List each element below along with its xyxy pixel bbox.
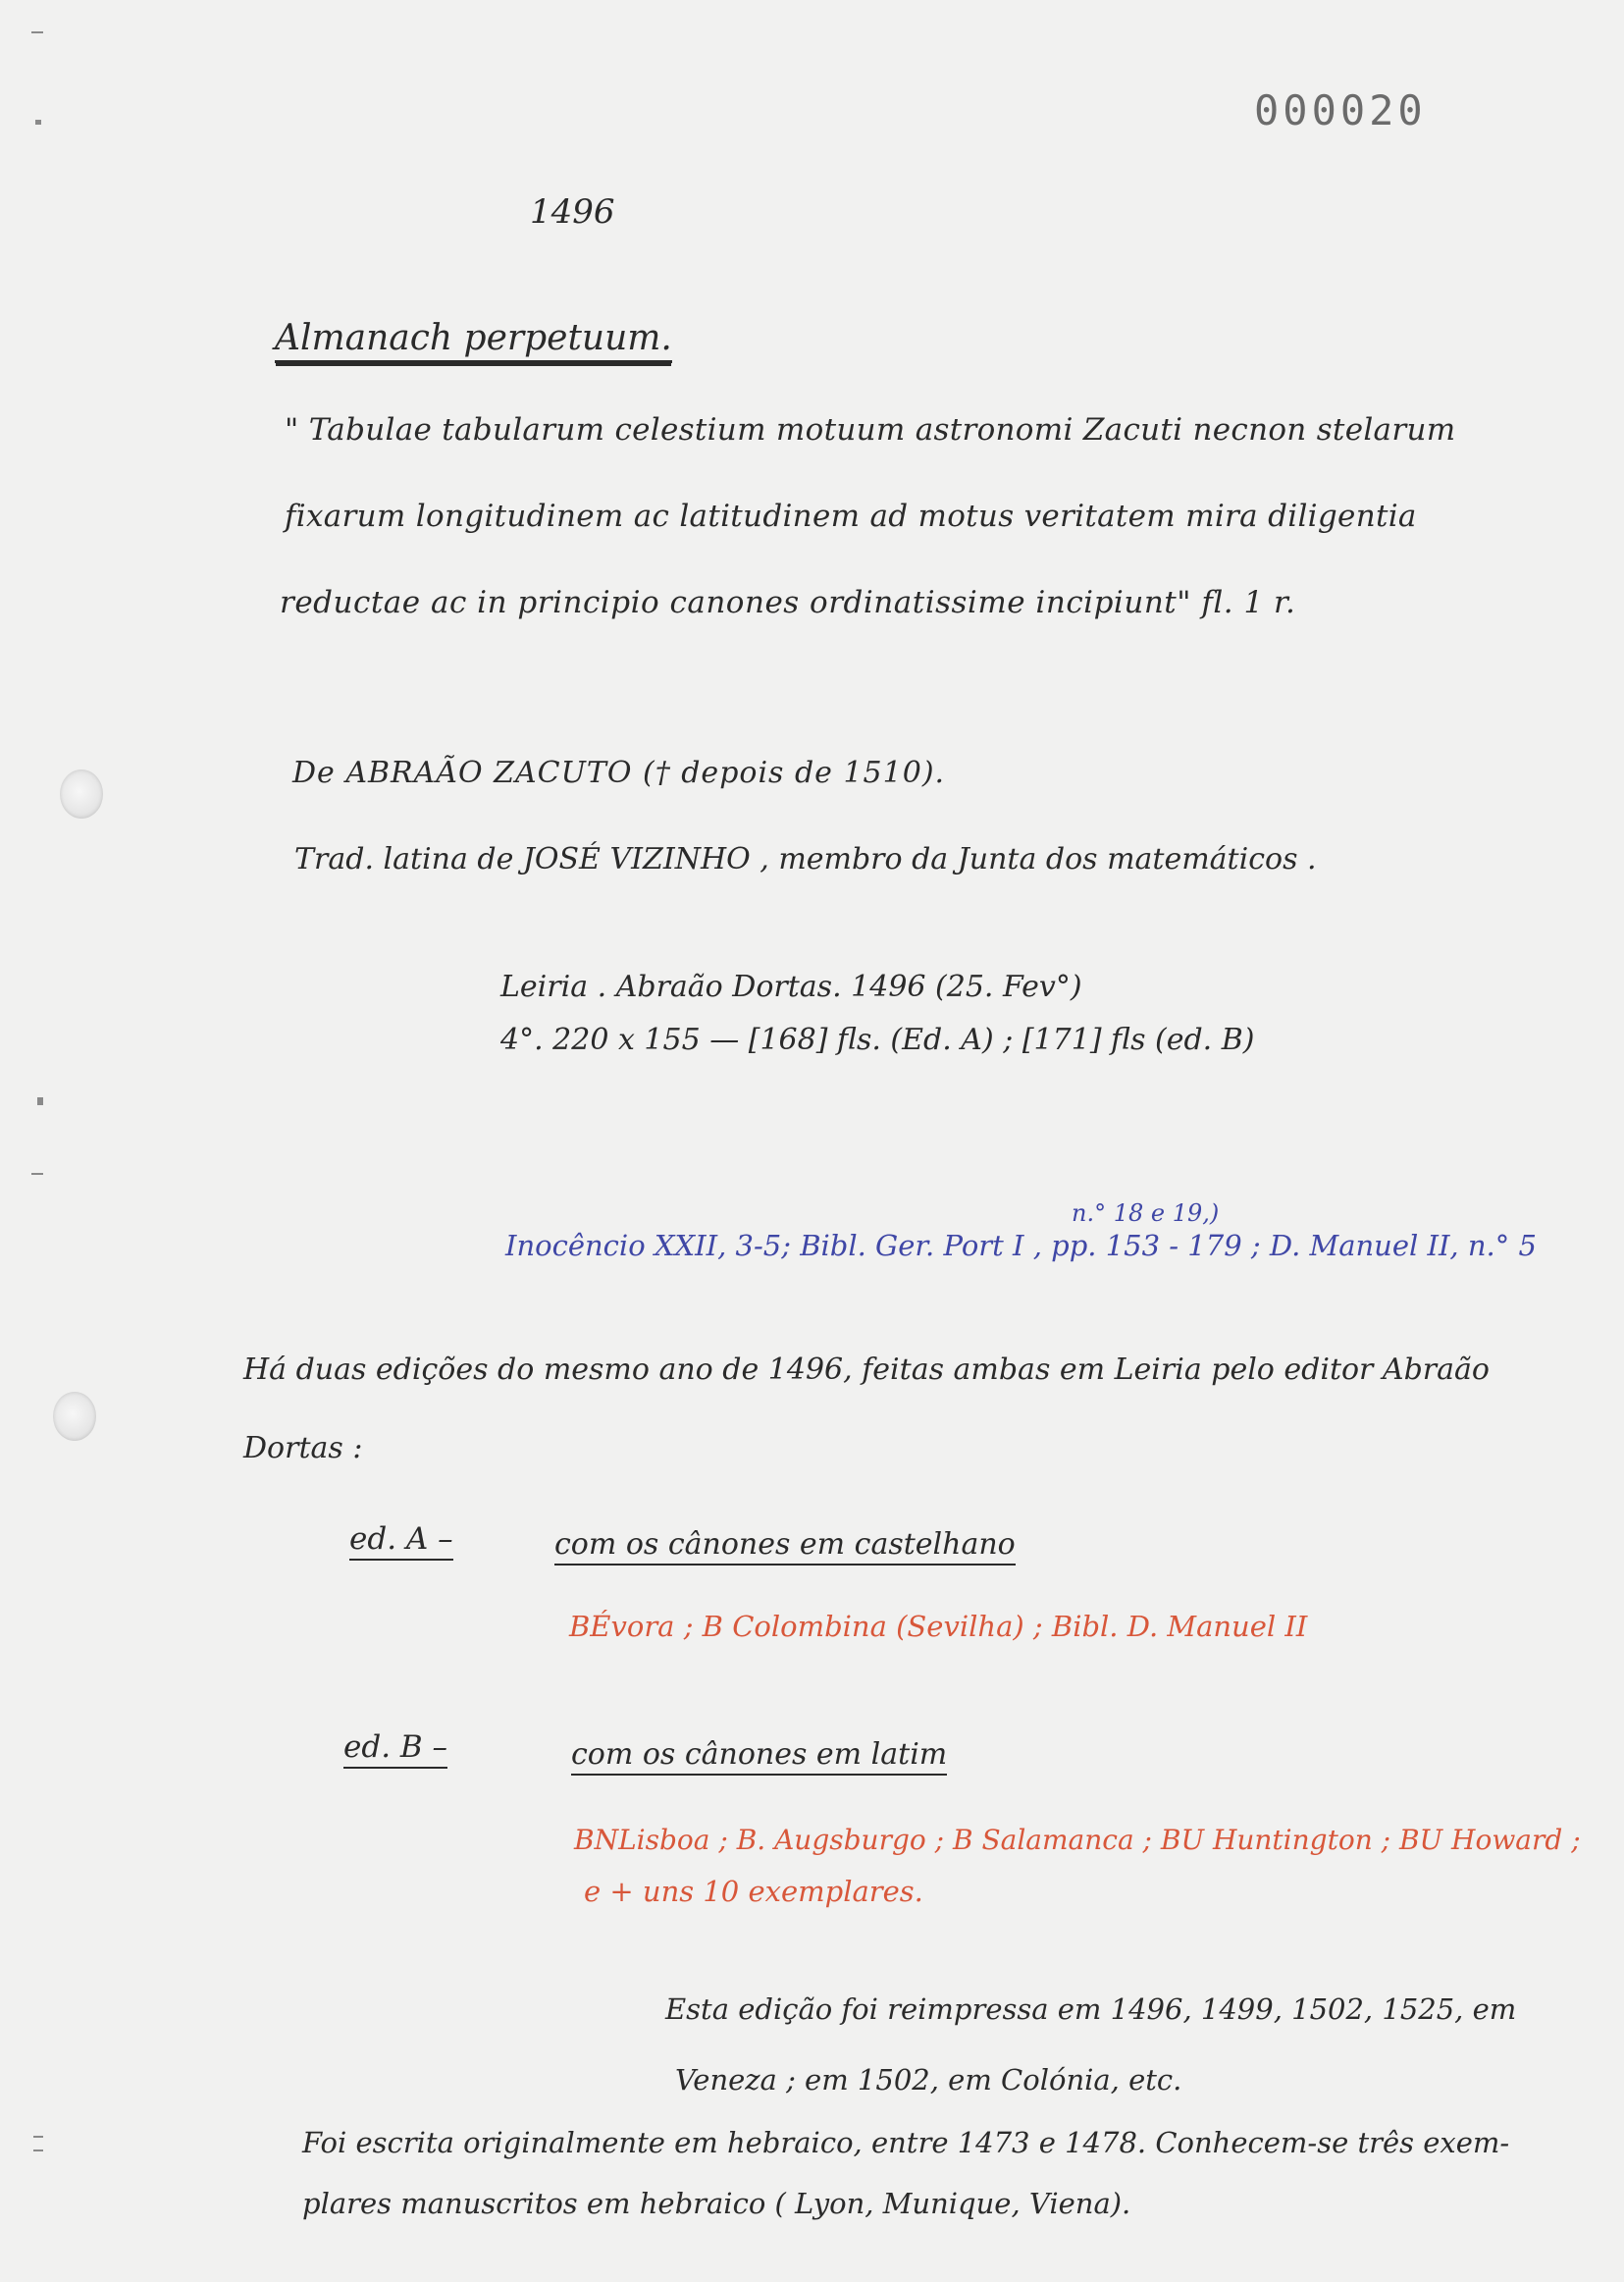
origin-line: Foi escrita originalmente em hebraico, entre 1473 e 1478. Conhecem-se três exem- [302, 2126, 1510, 2159]
margin-mark [33, 2136, 43, 2138]
references-line: Inocêncio XXII, 3-5; Bibl. Ger. Port I , pp. 153 - 179 ; D. Manuel II, n.° 5 [505, 1229, 1537, 1262]
margin-mark [31, 31, 43, 33]
edition-a-text-value: com os cânones em castelhano [554, 1527, 1016, 1566]
margin-mark [35, 120, 41, 125]
editions-intro-line: Dortas : [243, 1431, 363, 1465]
punch-hole [53, 1392, 96, 1441]
document-title-text: Almanach perpetuum. [275, 318, 672, 363]
edition-b-label-text: ed. B – [343, 1729, 447, 1769]
edition-b-locations: e + uns 10 exemplares. [584, 1875, 923, 1908]
margin-mark [33, 2149, 43, 2151]
reprint-line: Veneza ; em 1502, em Colónia, etc. [675, 2063, 1182, 2096]
format-line: 4°. 220 x 155 — [168] fls. (Ed. A) ; [171] fls (ed. B) [500, 1023, 1255, 1057]
punch-hole [60, 770, 103, 819]
edition-a-locations: BÉvora ; B Colombina (Sevilha) ; Bibl. D. Manuel II [569, 1610, 1308, 1643]
incipit-line: reductae ac in principio canones ordinatissime incipiunt" fl. 1 r. [280, 585, 1296, 620]
author-line: De ABRAÃO ZACUTO († depois de 1510). [292, 756, 946, 790]
edition-b-text [571, 1737, 947, 1772]
margin-mark [31, 1173, 43, 1175]
translation-line: Trad. latina de JOSÉ VIZINHO , membro da Junta dos matemáticos . [294, 842, 1317, 876]
editions-intro-line: Há duas edições do mesmo ano de 1496, feitas ambas em Leiria pelo editor Abraão [243, 1353, 1490, 1387]
margin-mark [37, 1097, 43, 1105]
imprint-line: Leiria . Abraão Dortas. 1496 (25. Fev°) [500, 970, 1082, 1004]
edition-a-label-text: ed. A – [349, 1521, 453, 1561]
year-heading: 1496 [530, 192, 615, 232]
incipit-line: fixarum longitudinem ac latitudinem ad motus veritatem mira diligentia [285, 499, 1417, 534]
reprint-line: Esta edição foi reimpressa em 1496, 1499, 1502, 1525, em [665, 1992, 1517, 2026]
archive-stamp-number: 000020 [1254, 86, 1427, 134]
edition-b-text-value: com os cânones em latim [571, 1737, 947, 1776]
edition-a-text [554, 1527, 1016, 1562]
references-superscript: n.° 18 e 19,) [1072, 1199, 1220, 1227]
edition-b-locations: BNLisboa ; B. Augsburgo ; B Salamanca ; BU Huntington ; BU Howard ; [574, 1824, 1581, 1856]
incipit-line: " Tabulae tabularum celestium motuum astronomi Zacuti necnon stelarum [285, 412, 1456, 448]
document-title [275, 318, 672, 358]
edition-b-label [343, 1729, 447, 1765]
edition-a-label [349, 1521, 453, 1557]
origin-line: plares manuscritos em hebraico ( Lyon, Munique, Viena). [302, 2187, 1131, 2220]
